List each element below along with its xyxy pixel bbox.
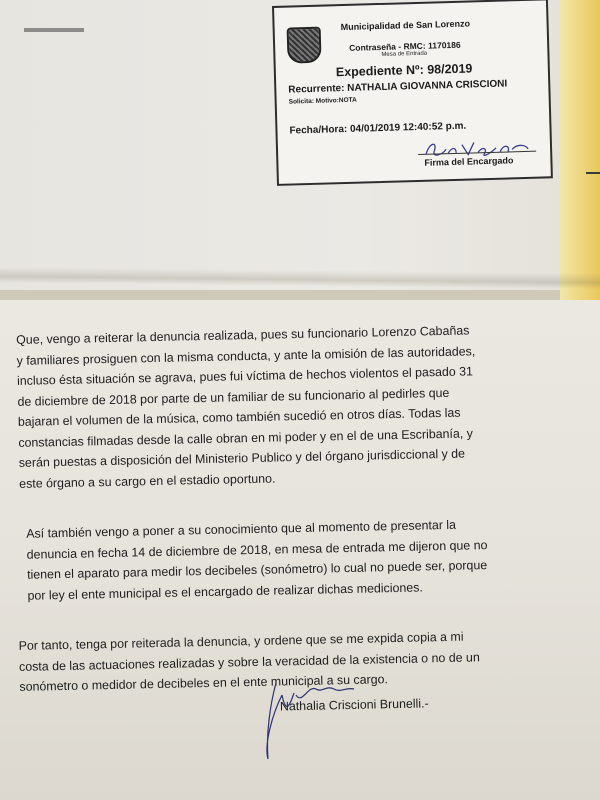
text-line: sonómetro o medidor de decibeles en el ente municipal a su cargo. bbox=[19, 672, 389, 694]
text-line: Que, vengo a reiterar la denuncia realizada, pues su funcionario Lorenzo Cabañas bbox=[16, 323, 470, 347]
paragraph-2 bbox=[16, 512, 578, 606]
text-line: y familiares prosiguen con la misma conducta, y ante la omisión de las autoridades, bbox=[16, 343, 476, 368]
stamp-firma-label: Firma del Encargado bbox=[424, 155, 514, 168]
text-line: bajaran el volumen de la música, como también sucedió en otros días. Todas las bbox=[17, 405, 461, 429]
text-line: incluso ésta situación se agrava, pues fui víctima de hechos violentos el pasado 31 bbox=[16, 364, 474, 388]
stamp-contrasena: Contraseña - RMC: 1170186 bbox=[349, 39, 461, 53]
stamp-municipality: Municipalidad de San Lorenzo bbox=[340, 18, 471, 33]
stamp-recurrente: Recurrente: NATHALIA GIOVANNA CRISCIONI bbox=[288, 78, 508, 96]
stamp-mesa-entrada: Mesa de Entrada bbox=[381, 50, 428, 58]
edge-mark bbox=[586, 172, 600, 174]
signatory-name: Nathalia Criscioni Brunelli.- bbox=[279, 695, 429, 713]
text-line: constancias filmadas desde la calle obran en mi poder y en el de una Escribanía, y bbox=[18, 425, 473, 450]
text-line: costa de las actuaciones realizadas y sobre la veracidad de la existencia o no de un bbox=[18, 649, 480, 674]
stamp-fecha-hora: Fecha/Hora: 04/01/2019 12:40:52 p.m. bbox=[289, 120, 467, 137]
text-line: serán puestas a disposición del Ministerio Publico y del órgano jurisdiccional y de bbox=[18, 446, 466, 470]
text-line: de diciembre de 2018 por parte de un familiar de su funcionario al pedirles que bbox=[17, 385, 450, 409]
text-line: Así también vengo a poner a su conocimiento que al momento de presentar la bbox=[26, 517, 457, 541]
stamp-expediente: Expediente Nº: 98/2019 bbox=[335, 61, 473, 80]
municipal-seal-icon bbox=[287, 27, 322, 64]
text-line: denuncia en fecha 14 de diciembre de 2018, en mesa de entrada me dijeron que no bbox=[26, 537, 488, 562]
stamp-solicita: Solicita: Motivo:NOTA bbox=[288, 96, 357, 106]
text-line: este órgano a su cargo en el estadio oportuno. bbox=[19, 471, 276, 491]
text-line: Por tanto, tenga por reiterada la denuncia, y ordene que se me expida copia a mi bbox=[18, 629, 464, 653]
bleed-through-mark bbox=[24, 28, 84, 32]
reception-stamp bbox=[272, 0, 553, 186]
text-line: por ley el ente municipal es el encargado de realizar dichas mediciones. bbox=[27, 579, 423, 603]
paragraph-1 bbox=[12, 318, 575, 494]
text-line: tienen el aparato para medir los decibeles (sonómetro) lo cual no puede ser, porque bbox=[26, 558, 488, 582]
handwritten-signature-icon bbox=[246, 675, 376, 765]
letter-body bbox=[12, 318, 580, 722]
